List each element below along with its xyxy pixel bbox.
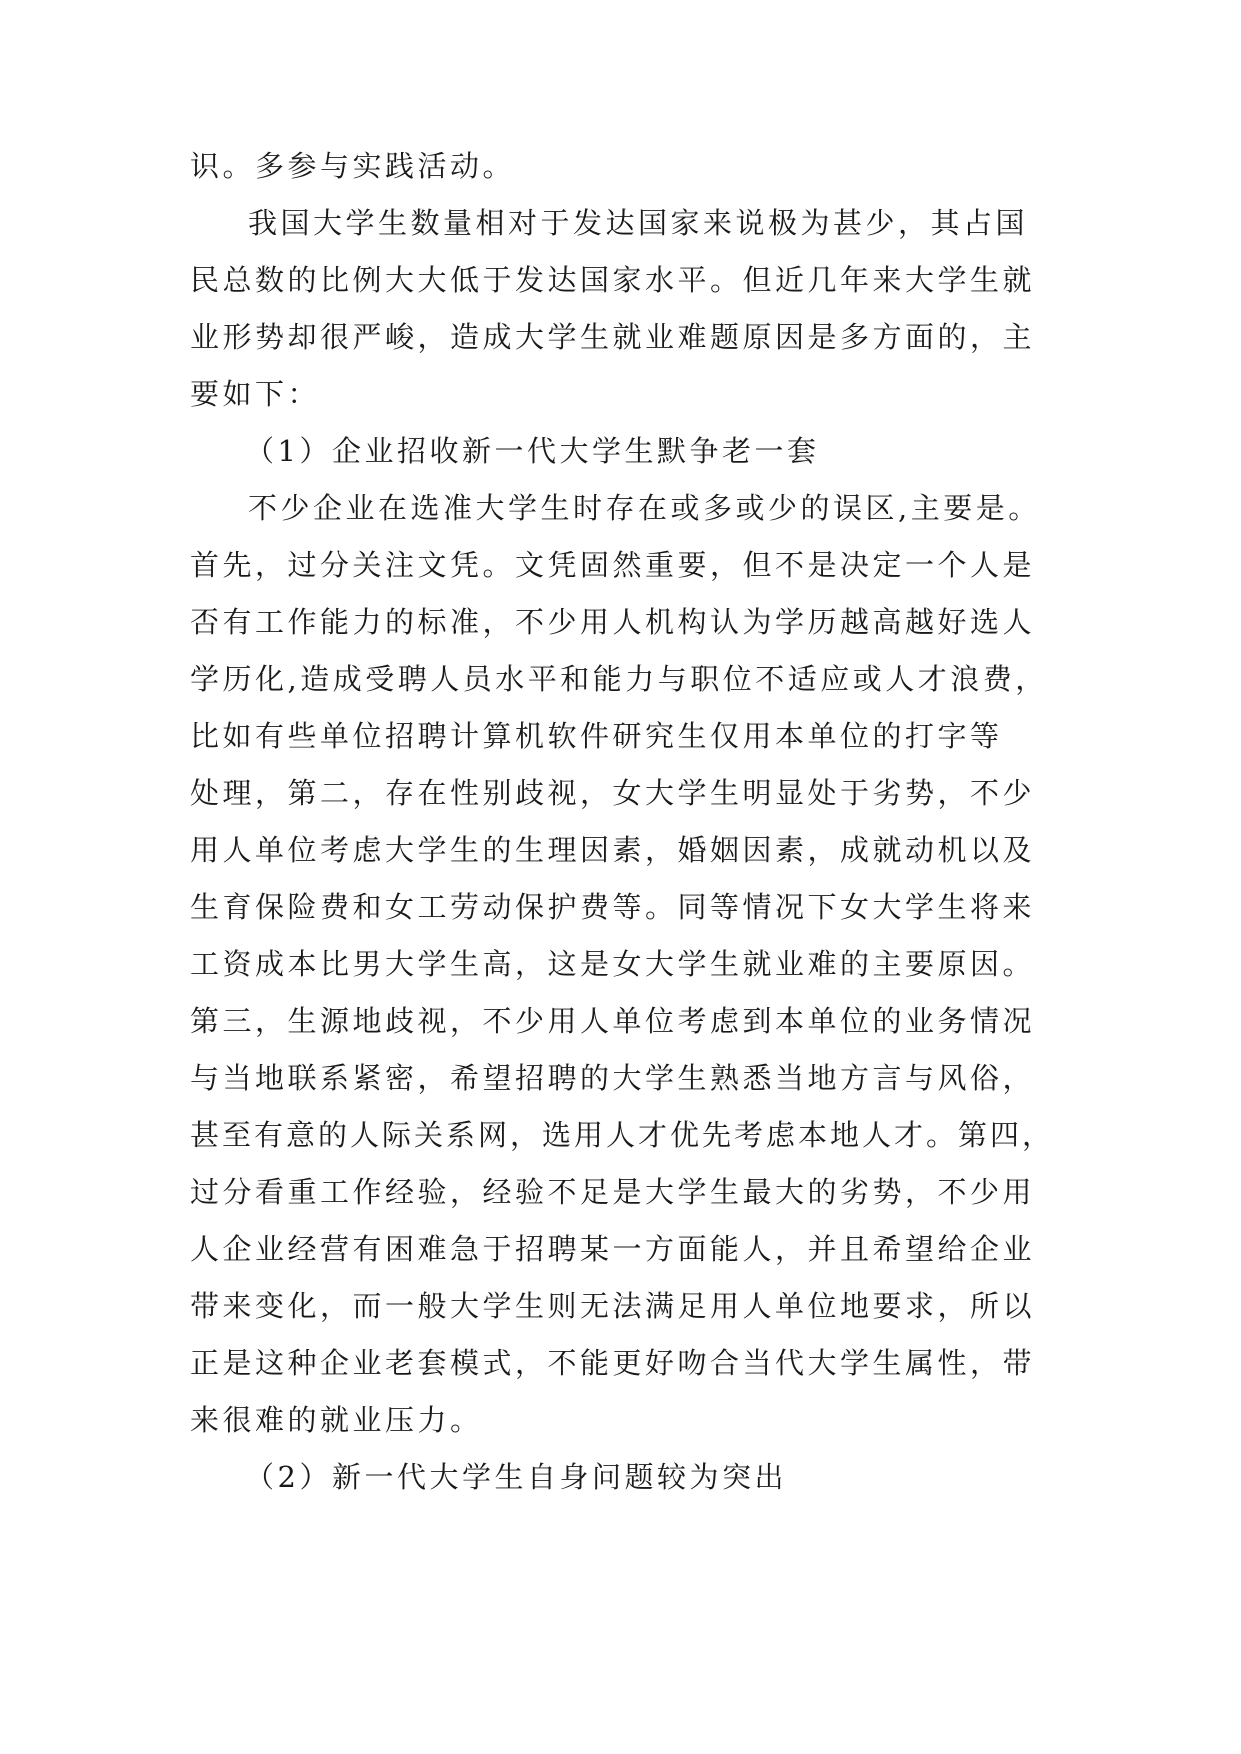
text-line: 工资成本比男大学生高，这是女大学生就业难的主要原因。 [190, 947, 1036, 981]
paragraph-first-line: 不少企业在选准大学生时存在或多或少的误区,主要是。 [248, 491, 1041, 525]
text-line: 业形势却很严峻，造成大学生就业难题原因是多方面的，主 [190, 320, 1036, 354]
text-line: 生育保险费和女工劳动保护费等。同等情况下女大学生将来 [190, 890, 1036, 924]
section-heading-2: （2）新一代大学生自身问题较为突出 [245, 1460, 787, 1494]
text-line: 民总数的比例大大低于发达国家水平。但近几年来大学生就 [190, 263, 1036, 297]
section-heading-1: （1）企业招收新一代大学生默争老一套 [245, 434, 820, 468]
text-line: 甚至有意的人际关系网，选用人才优先考虑本地人才。第四， [190, 1118, 1055, 1152]
text-line: 人企业经营有困难急于招聘某一方面能人，并且希望给企业 [190, 1232, 1036, 1266]
text-line: 学历化,造成受聘人员水平和能力与职位不适应或人才浪费， [190, 662, 1048, 696]
paragraph-first-line: 我国大学生数量相对于发达国家来说极为甚少，其占国 [248, 206, 1029, 240]
text-line: 带来变化，而一般大学生则无法满足用人单位地要求，所以 [190, 1289, 1036, 1323]
text-line: 过分看重工作经验，经验不足是大学生最大的劣势，不少用 [190, 1175, 1036, 1209]
text-line: 来很难的就业压力。 [190, 1403, 483, 1437]
text-line: 用人单位考虑大学生的生理因素，婚姻因素，成就动机以及 [190, 833, 1036, 867]
text-line: 与当地联系紧密，希望招聘的大学生熟悉当地方言与风俗， [190, 1061, 1036, 1095]
text-line: 要如下： [190, 377, 321, 411]
text-line: 比如有些单位招聘计算机软件研究生仅用本单位的打字等 [190, 719, 1003, 753]
text-line: 处理，第二，存在性别歧视，女大学生明显处于劣势，不少 [190, 776, 1036, 810]
text-line: 首先，过分关注文凭。文凭固然重要，但不是决定一个人是 [190, 548, 1036, 582]
text-line: 正是这种企业老套模式，不能更好吻合当代大学生属性，带 [190, 1346, 1036, 1380]
text-line: 否有工作能力的标准，不少用人机构认为学历越高越好选人 [190, 605, 1036, 639]
text-line: 第三，生源地歧视，不少用人单位考虑到本单位的业务情况 [190, 1004, 1036, 1038]
text-line: 识。多参与实践活动。 [190, 149, 516, 183]
